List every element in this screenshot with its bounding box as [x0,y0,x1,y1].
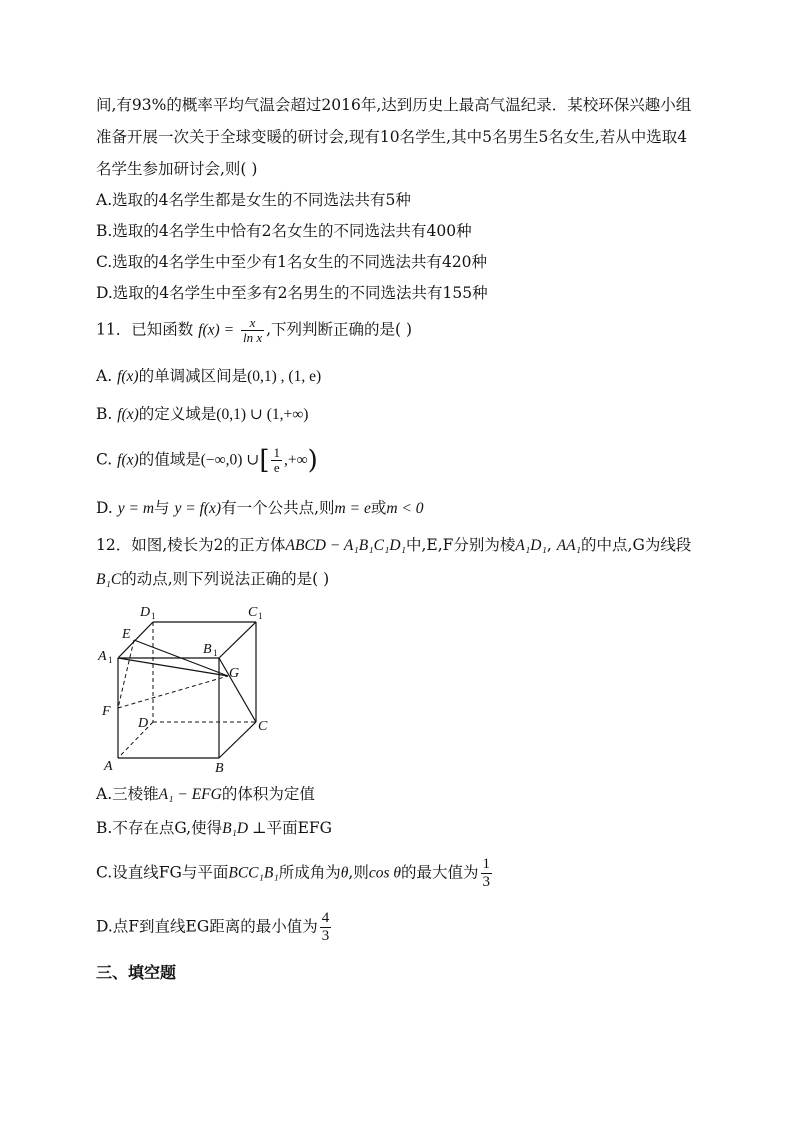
label-c1: C [248,605,258,620]
q12-stem-line-1: 12．如图,棱长为2的正方体ABCD − A₁B₁C₁D₁中,E,F分别为棱A₁D₁, AA₁的中点,G为线段 [96,536,692,554]
fraction: $\frac{4}{3}$ [321,910,330,944]
q10-line-2: 准备开展一次关于全球变暖的研讨会,现有10名学生,其中5名男生5名女生,若从中选取4 [96,128,688,146]
q11-option-c: C. f(x)的值域是(−∞,0) ∪[ $\frac{1}{e}$ ,+∞) [96,445,318,476]
q10-option-b: B.选取的4名学生中恰有2名女生的不同选法共有400种 [96,222,472,240]
q11-option-d: D. y = m与 y = f(x)有一个公共点,则m = e或m < 0 [96,499,424,517]
q10-option-d: D.选取的4名学生中至多有2名男生的不同选法共有155种 [96,284,488,302]
q12-option-d: D.点F到直线EG距离的最小值为 $\frac{4}{3}$ [96,910,330,944]
label-b1: B [203,642,212,657]
fraction: $\frac{1}{e}$ [273,445,280,475]
label-e: E [122,627,131,642]
label-g: G [229,666,240,681]
fraction: $\frac{1}{3}$ [482,856,491,890]
q12-option-c: C.设直线FG与平面BCC₁B₁所成角为θ,则cos θ的最大值为 $\frac{1}{3}$ [96,856,491,890]
svg-text:1: 1 [151,611,156,621]
label-d: D [138,716,149,731]
question-number: 12． [96,536,132,554]
svg-text:1: 1 [258,611,263,621]
q12-option-a: A.三棱锥A₁ − EFG的体积为定值 [96,785,315,803]
q11-stem: 11．已知函数 f(x) = $\frac{x}{\text{ln x}}$ ,下列判断正确的是( ) [96,315,413,345]
question-number: 11． [96,320,132,339]
label-c: C [258,719,268,734]
label-f: F [102,704,111,719]
function-def: f(x) = [198,321,235,339]
svg-text:1: 1 [108,655,113,665]
q11-option-a: A. f(x)的单调减区间是(0,1) , (1, e) [96,367,322,385]
label-b: B [215,761,224,776]
q10-line-3: 名学生参加研讨会,则( ) [96,160,258,178]
label-a: A [104,759,113,774]
fraction: $\frac{x}{\text{ln x}}$ [242,315,263,345]
q12-option-b: B.不存在点G,使得B₁D ⊥平面EFG [96,819,333,837]
label-d1: D [140,605,151,620]
label-a1: A [98,649,107,664]
q10-option-c: C.选取的4名学生中至少有1名女生的不同选法共有420种 [96,253,488,271]
svg-text:1: 1 [213,648,218,658]
q12-stem-line-2: B₁C的动点,则下列说法正确的是( ) [96,570,330,588]
q11-option-b: B. f(x)的定义域是(0,1) ∪ (1,+∞) [96,405,309,423]
section-heading: 三、填空题 [96,963,177,982]
q10-option-a: A.选取的4名学生都是女生的不同选法共有5种 [96,191,411,209]
q10-line-1: 间,有93%的概率平均气温会超过2016年,达到历史上最高气温纪录．某校环保兴趣小组 [96,96,692,114]
cube-figure [96,600,286,780]
